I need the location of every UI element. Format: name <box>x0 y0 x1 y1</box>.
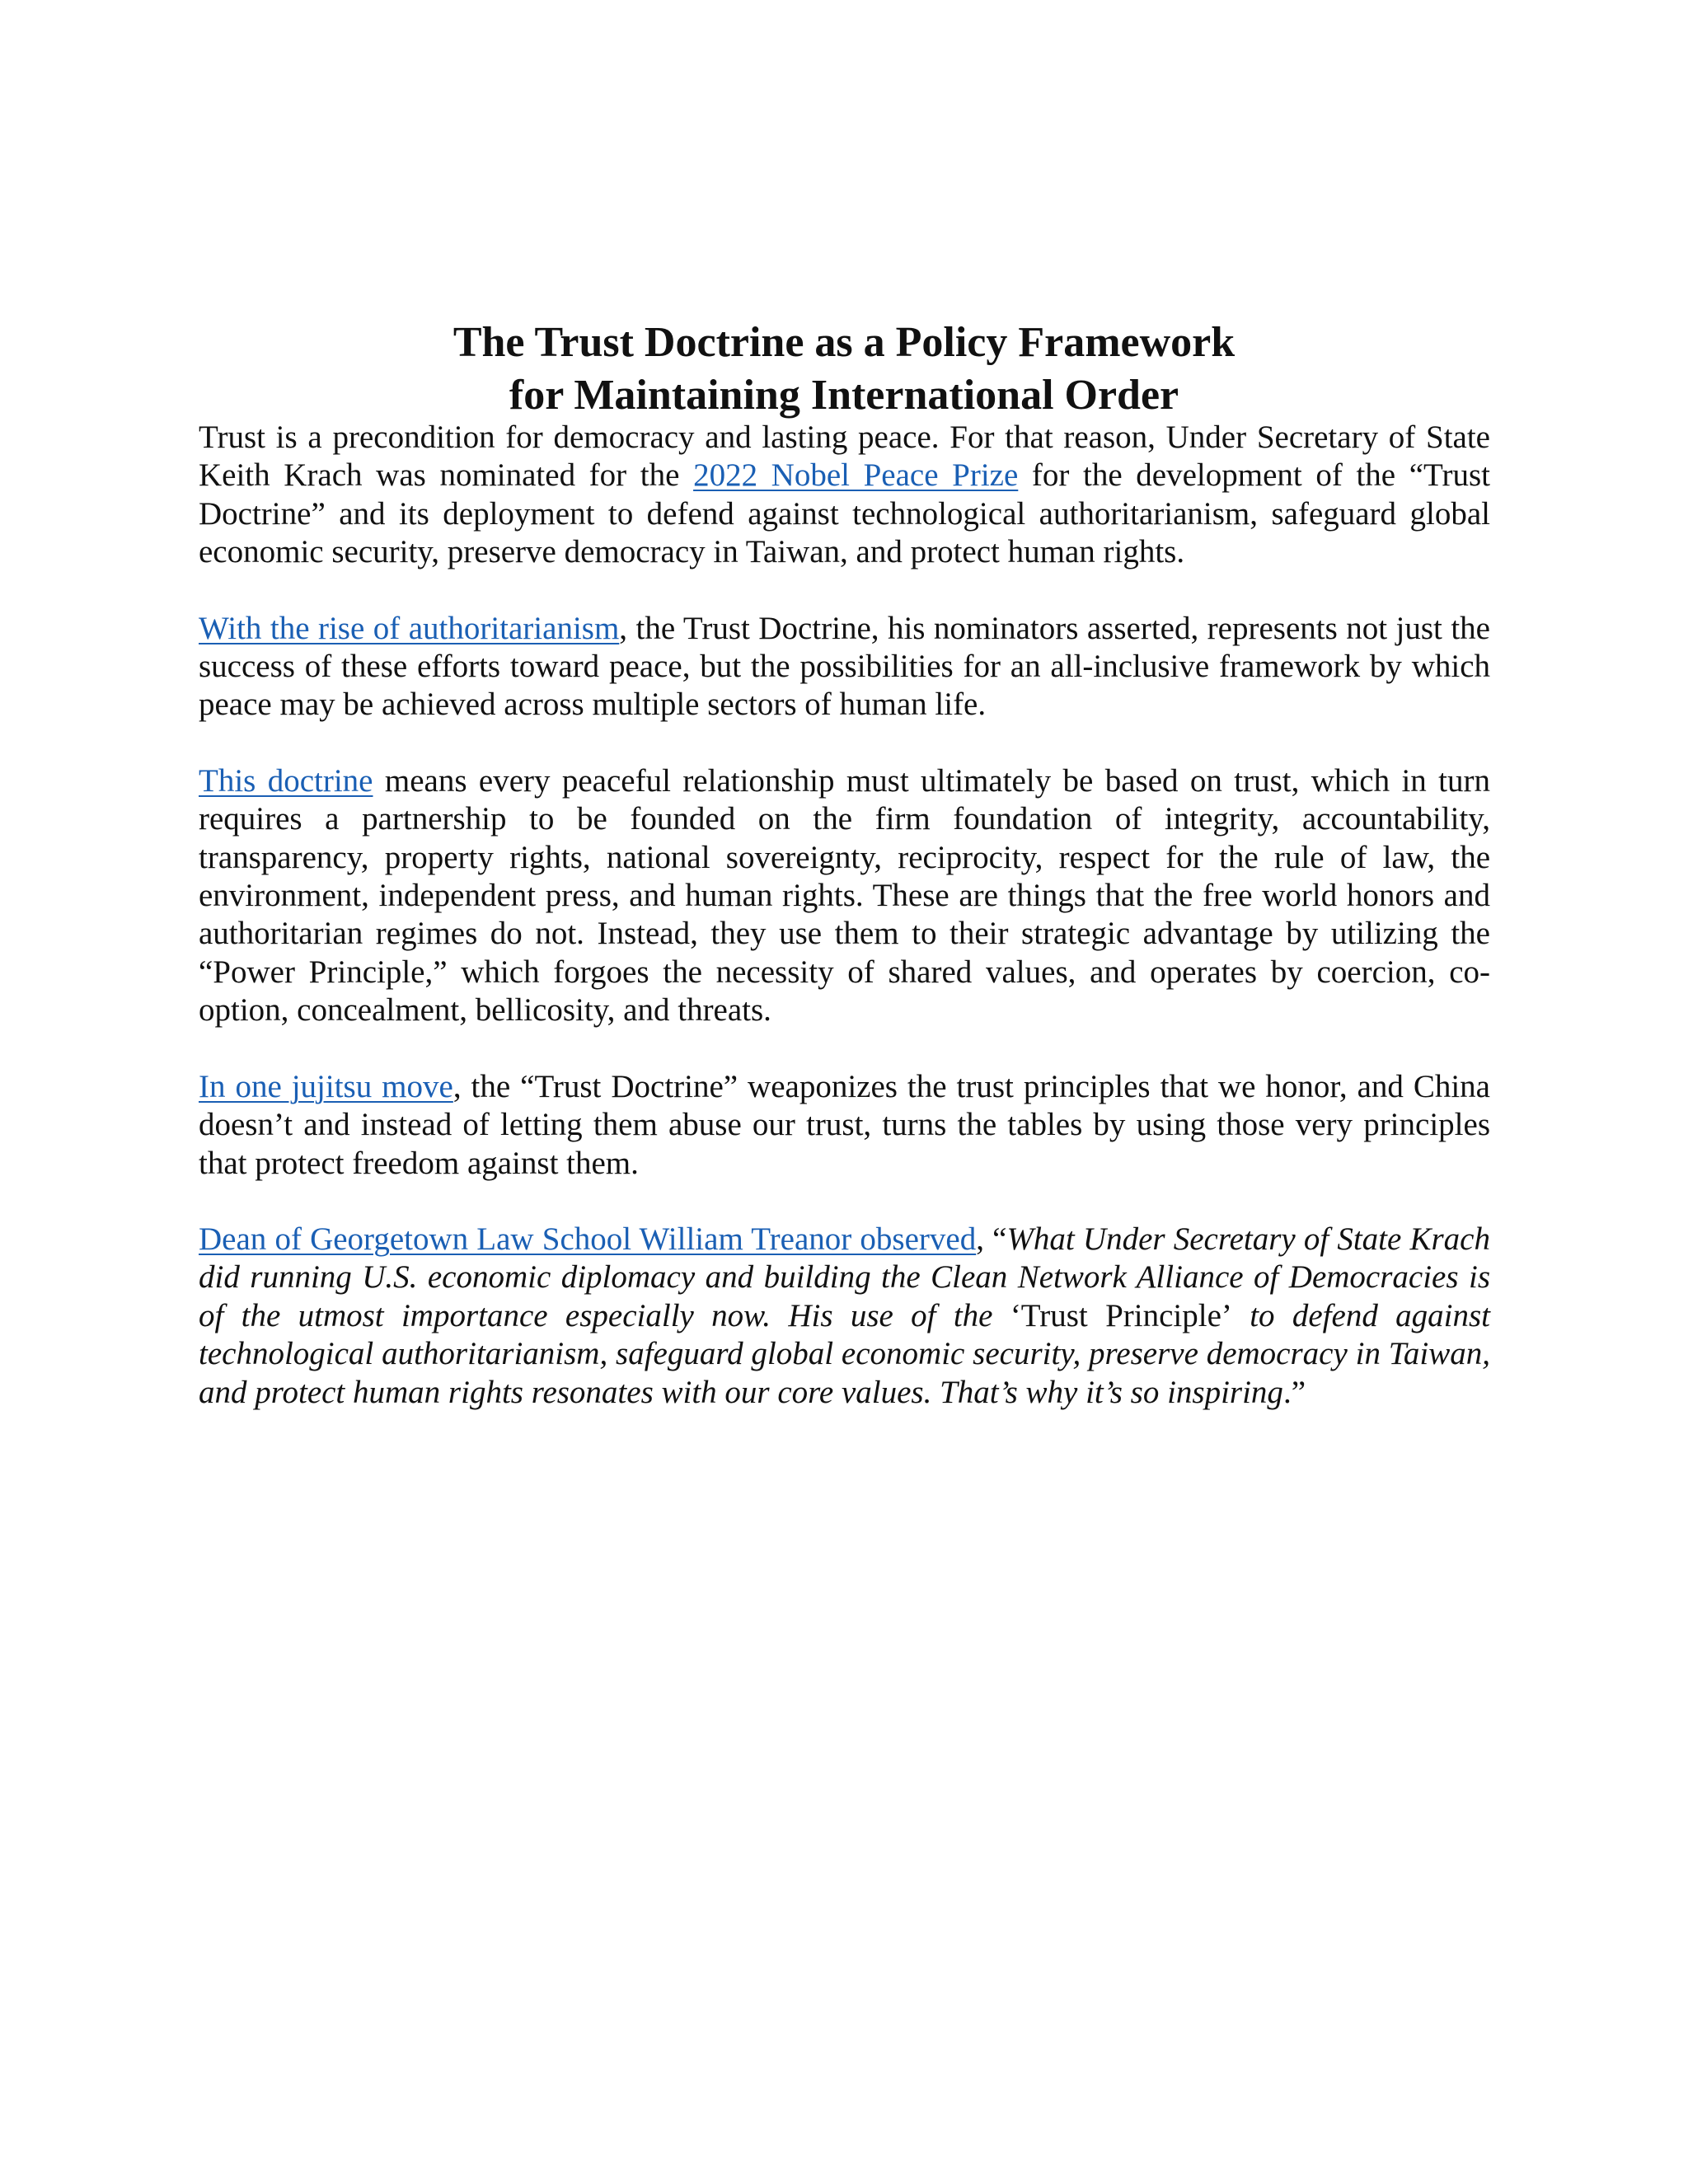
quote-italic-part-1: What Under Secretary of State Krach did running U.S. economic diplomacy and building the Clean Network Alliance of Democracies is of the utmost importance especially now. His use of the <box>199 1221 1490 1333</box>
nobel-peace-prize-link[interactable]: 2022 Nobel Peace Prize <box>693 457 1019 494</box>
paragraph-4 <box>199 1068 1490 1183</box>
this-doctrine-link[interactable]: This doctrine <box>199 762 373 799</box>
paragraph-2-text: , the Trust Doctrine, his nominators asserted, represents not just the success of these efforts toward peace, but the possibilities for an all-inclusive framework by which peace may be achieved across multiple sectors of human life. <box>199 610 1490 723</box>
rise-of-authoritarianism-link[interactable]: With the rise of authoritarianism <box>199 610 620 646</box>
jujitsu-move-link[interactable]: In one jujitsu move <box>199 1068 453 1104</box>
paragraph-4-text: , the “Trust Doctrine” weaponizes the trust principles that we honor, and China doesn’t and instead of letting them abuse our trust, turns the tables by using those very principles that protect freedom against them. <box>199 1068 1490 1181</box>
quote-trust-principle: ‘Trust Principle’ <box>1010 1297 1232 1333</box>
title-line-1: The Trust Doctrine as a Policy Framework <box>452 319 1236 366</box>
title-line-2: for Maintaining International Order <box>509 372 1179 419</box>
quote-italic-part-2: to defend against technological authoritarianism, safeguard global economic security, preserve democracy in Taiwan, and protect human rights resonates with our core values. That’s why it’s so inspiring <box>199 1297 1490 1410</box>
document-body <box>199 419 1490 1450</box>
paragraph-1 <box>199 419 1490 572</box>
paragraph-3-text: means every peaceful relationship must ultimately be based on trust, which in turn requires a partnership to be founded on the firm foundation of integrity, accountability, transparency, property rights, national sovereignty, reciprocity, respect for the rule of law, the environment, independent press, and human rights. These are things that the free world honors and authoritarian regimes do not. Instead, they use them to their strategic advantage by utilizing the “Power Principle,” which forgoes the necessity of shared values, and operates by coercion, co-option, concealment, bellicosity, and threats. <box>199 762 1490 1029</box>
paragraph-1-text-end: for the development of the “Trust Doctrine” and its deployment to defend against technological authoritarianism, safeguard global economic security, preserve democracy in Taiwan, and protect human rights. <box>199 457 1491 570</box>
quote-close: .” <box>1282 1374 1306 1410</box>
georgetown-dean-observed-link[interactable]: Dean of Georgetown Law School William Treanor observed <box>199 1221 977 1257</box>
quote-open: , “ <box>976 1221 1007 1257</box>
paragraph-3 <box>199 762 1490 1030</box>
paragraph-2 <box>199 610 1490 724</box>
document-title <box>198 316 1490 422</box>
paragraph-5-quote <box>199 1221 1490 1412</box>
paragraph-1-text-start: Trust is a precondition for democracy and lasting peace. For that reason, Under Secretary of State Keith Krach was nominated for the <box>199 419 1490 494</box>
